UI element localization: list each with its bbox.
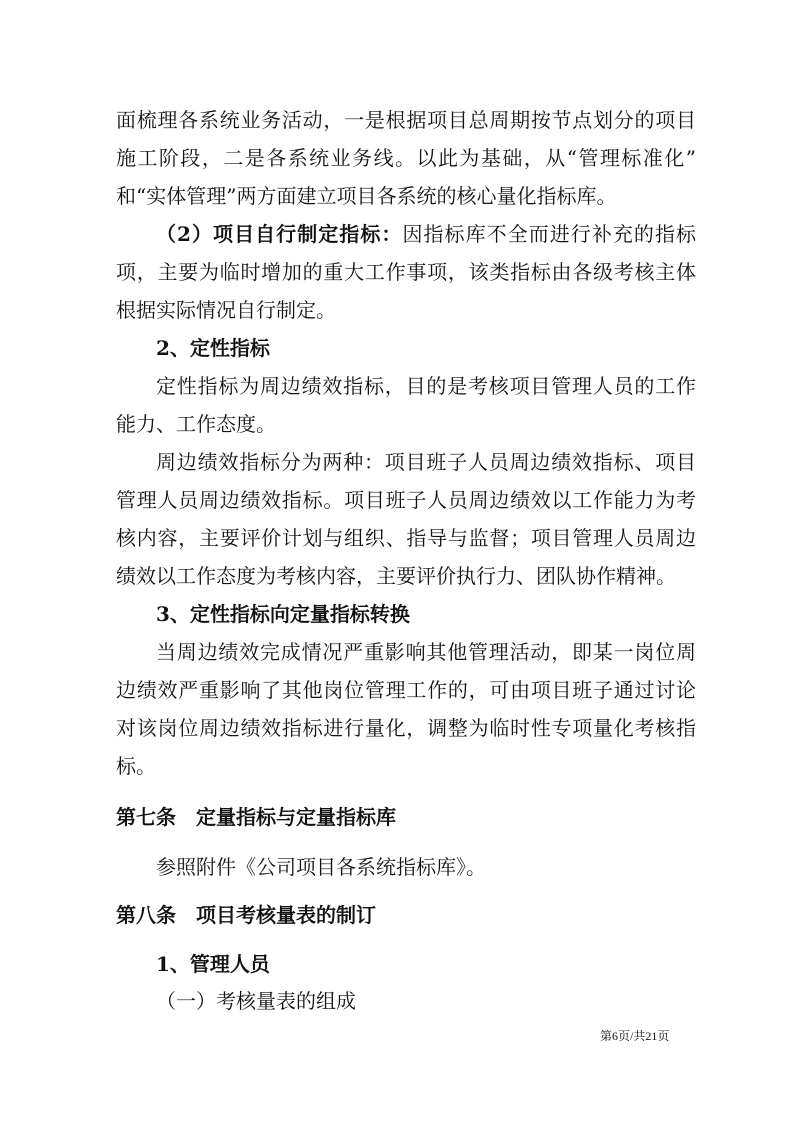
paragraph-line-2: 施工阶段，二是各系统业务线。以此为基础，从“管理标准化”	[116, 146, 696, 170]
paragraph-line-5: 项，主要为临时增加的重大工作事项，该类指标由各级考核主体	[116, 260, 696, 284]
paragraph-line-18: 标。	[116, 754, 156, 778]
heading-qualitative-to-quantitative: 3、定性指标向定量指标转换	[156, 602, 410, 626]
paragraph-line-6: 根据实际情况自行制定。	[116, 298, 336, 322]
paragraph-line-16: 边绩效严重影响了其他岗位管理工作的，可由项目班子通过讨论	[116, 678, 696, 702]
heading-qualitative-indicators: 2、定性指标	[156, 336, 270, 360]
article-8-heading: 第八条 项目考核量表的制订	[116, 903, 376, 927]
paragraph-line-9: 能力、工作态度。	[116, 412, 276, 436]
paragraph-line-1: 面梳理各系统业务活动，一是根据项目总周期按节点划分的项目	[116, 108, 696, 132]
paragraph-line-10: 周边绩效指标分为两种：项目班子人员周边绩效指标、项目	[156, 450, 696, 474]
article-7-heading: 第七条 定量指标与定量指标库	[116, 805, 396, 829]
subsection-2-line	[156, 222, 696, 246]
paragraph-line-17: 对该岗位周边绩效指标进行量化，调整为临时性专项量化考核指	[116, 716, 696, 740]
paragraph-line-8: 定性指标为周边绩效指标，目的是考核项目管理人员的工作	[156, 374, 696, 398]
article-7-text: 参照附件《公司项目各系统指标库》。	[156, 855, 486, 879]
subsection-2-heading: （2）项目自行制定指标：	[156, 222, 403, 246]
paragraph-line-15: 当周边绩效完成情况严重影响其他管理活动，即某一岗位周	[156, 640, 696, 664]
paragraph-line-12: 核内容，主要评价计划与组织、指导与监督；项目管理人员周边	[116, 526, 696, 550]
heading-scale-composition: （一）考核量表的组成	[156, 989, 356, 1013]
paragraph-line-3: 和“实体管理”两方面建立项目各系统的核心量化指标库。	[116, 184, 617, 208]
paragraph-line-11: 管理人员周边绩效指标。项目班子人员周边绩效以工作能力为考	[116, 488, 696, 512]
paragraph-line-13: 绩效以工作态度为考核内容，主要评价执行力、团队协作精神。	[116, 564, 676, 588]
heading-management-staff: 1、管理人员	[156, 952, 270, 976]
subsection-2-text: 因指标库不全而进行补充的指标	[402, 222, 696, 246]
page-number-footer: 第6页/共21页	[600, 1029, 670, 1043]
